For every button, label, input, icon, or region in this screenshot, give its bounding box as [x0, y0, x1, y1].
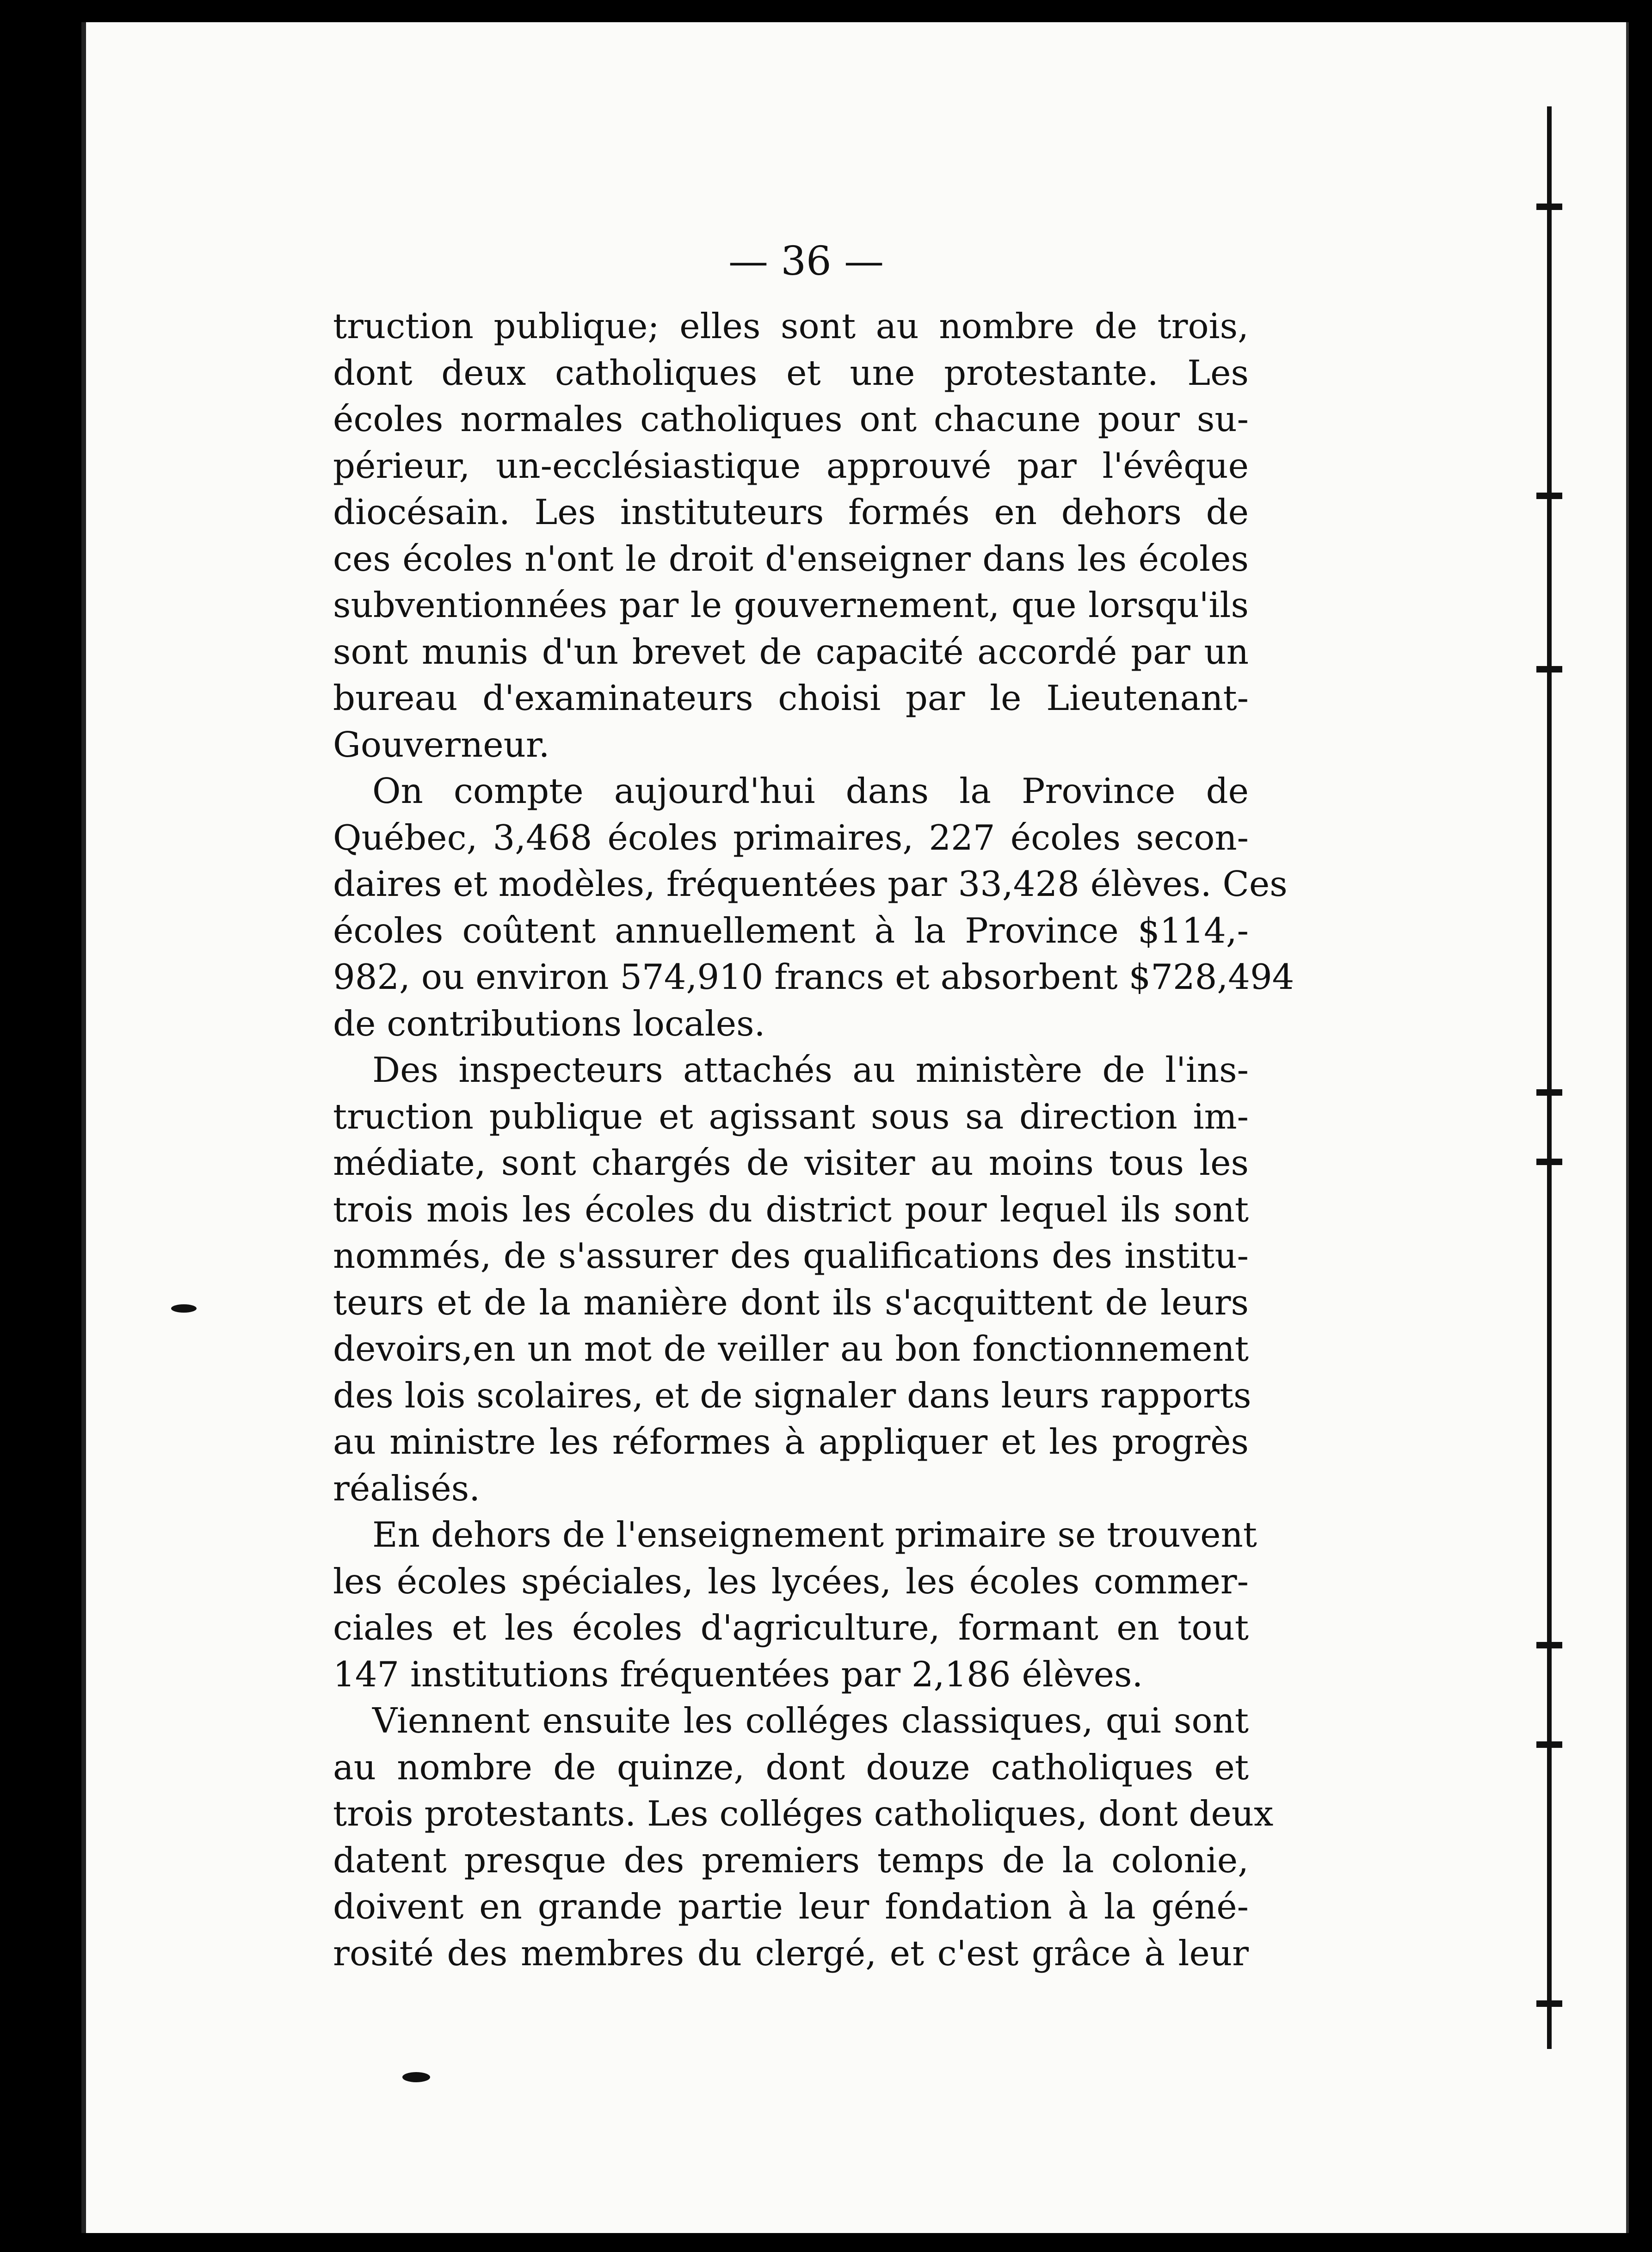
text-line: teurs et de la manière dont ils s'acquittent de leurs — [333, 1282, 1249, 1323]
text-line: des lois scolaires, et de signaler dans leurs rapports — [333, 1375, 1251, 1416]
text-line: de contributions locales. — [333, 1003, 765, 1044]
page-number: — 36 — — [728, 238, 884, 284]
text-line: sont munis d'un brevet de capacité accordé par un — [333, 631, 1249, 672]
text-line: dont deux catholiques et une protestante. Les — [333, 352, 1249, 393]
text-line: écoles coûtent annuellement à la Province $114,- — [333, 910, 1249, 951]
text-line: au nombre de quinze, dont douze catholiques et — [333, 1746, 1249, 1788]
text-line: périeur, un-ecclésiastique approuvé par l'évêque — [333, 445, 1249, 486]
text-line: ciales et les écoles d'agriculture, formant en tout — [333, 1607, 1249, 1648]
text-line: médiate, sont chargés de visiter au moins tous les — [333, 1142, 1249, 1183]
text-line: rosité des membres du clergé, et c'est grâce à leur — [333, 1932, 1249, 1974]
text-line: En dehors de l'enseignement primaire se trouvent — [372, 1514, 1257, 1555]
binding-mark — [1536, 493, 1562, 499]
text-line: ces écoles n'ont le droit d'enseigner dans les écoles — [333, 538, 1249, 579]
text-line: subventionnées par le gouvernement, que lorsqu'ils — [333, 585, 1249, 625]
binding-mark — [1536, 204, 1562, 210]
binding-mark — [1536, 1741, 1562, 1748]
text-line: Des inspecteurs attachés au ministère de l'ins- — [372, 1049, 1249, 1090]
binding-edge-line — [1547, 106, 1552, 2049]
ink-speck — [402, 2072, 430, 2082]
text-line: Gouverneur. — [333, 724, 550, 765]
text-line: datent presque des premiers temps de la colonie, — [333, 1839, 1249, 1881]
text-line: trois protestants. Les colléges catholiques, dont deux — [333, 1793, 1274, 1834]
binding-mark — [1536, 666, 1562, 673]
text-line: truction publique; elles sont au nombre de trois, — [333, 306, 1249, 346]
text-line: bureau d'examinateurs choisi par le Lieutenant- — [333, 678, 1249, 718]
text-line: truction publique et agissant sous sa direction im- — [333, 1096, 1249, 1137]
text-line: On compte aujourd'hui dans la Province de — [372, 771, 1249, 811]
body-text — [333, 303, 1294, 1976]
text-line: Viennent ensuite les colléges classiques, qui sont — [372, 1700, 1249, 1741]
text-line: nommés, de s'assurer des qualifications des institu- — [333, 1235, 1249, 1276]
text-line: doivent en grande partie leur fondation à la géné- — [333, 1886, 1249, 1927]
text-line: 147 institutions fréquentées par 2,186 élèves. — [333, 1654, 1143, 1695]
text-line: 982, ou environ 574,910 francs et absorbent $728,494 — [333, 956, 1294, 997]
text-line: au ministre les réformes à appliquer et les progrès — [333, 1421, 1249, 1462]
text-line: écoles normales catholiques ont chacune pour su- — [333, 399, 1249, 439]
text-line: Québec, 3,468 écoles primaires, 227 écoles secon- — [333, 817, 1249, 858]
binding-mark — [1536, 1642, 1562, 1648]
binding-mark — [1536, 1159, 1562, 1165]
text-line: daires et modèles, fréquentées par 33,428 élèves. Ces — [333, 864, 1288, 904]
text-line: diocésain. Les instituteurs formés en dehors de — [333, 492, 1249, 532]
text-line: les écoles spéciales, les lycées, les écoles commer- — [333, 1561, 1249, 1602]
ink-speck — [171, 1304, 197, 1313]
binding-mark — [1536, 2000, 1562, 2007]
text-line: réalisés. — [333, 1468, 481, 1509]
text-line: trois mois les écoles du district pour lequel ils sont — [333, 1189, 1249, 1230]
text-line: devoirs,en un mot de veiller au bon fonctionnement — [333, 1328, 1249, 1369]
binding-mark — [1536, 1089, 1562, 1096]
